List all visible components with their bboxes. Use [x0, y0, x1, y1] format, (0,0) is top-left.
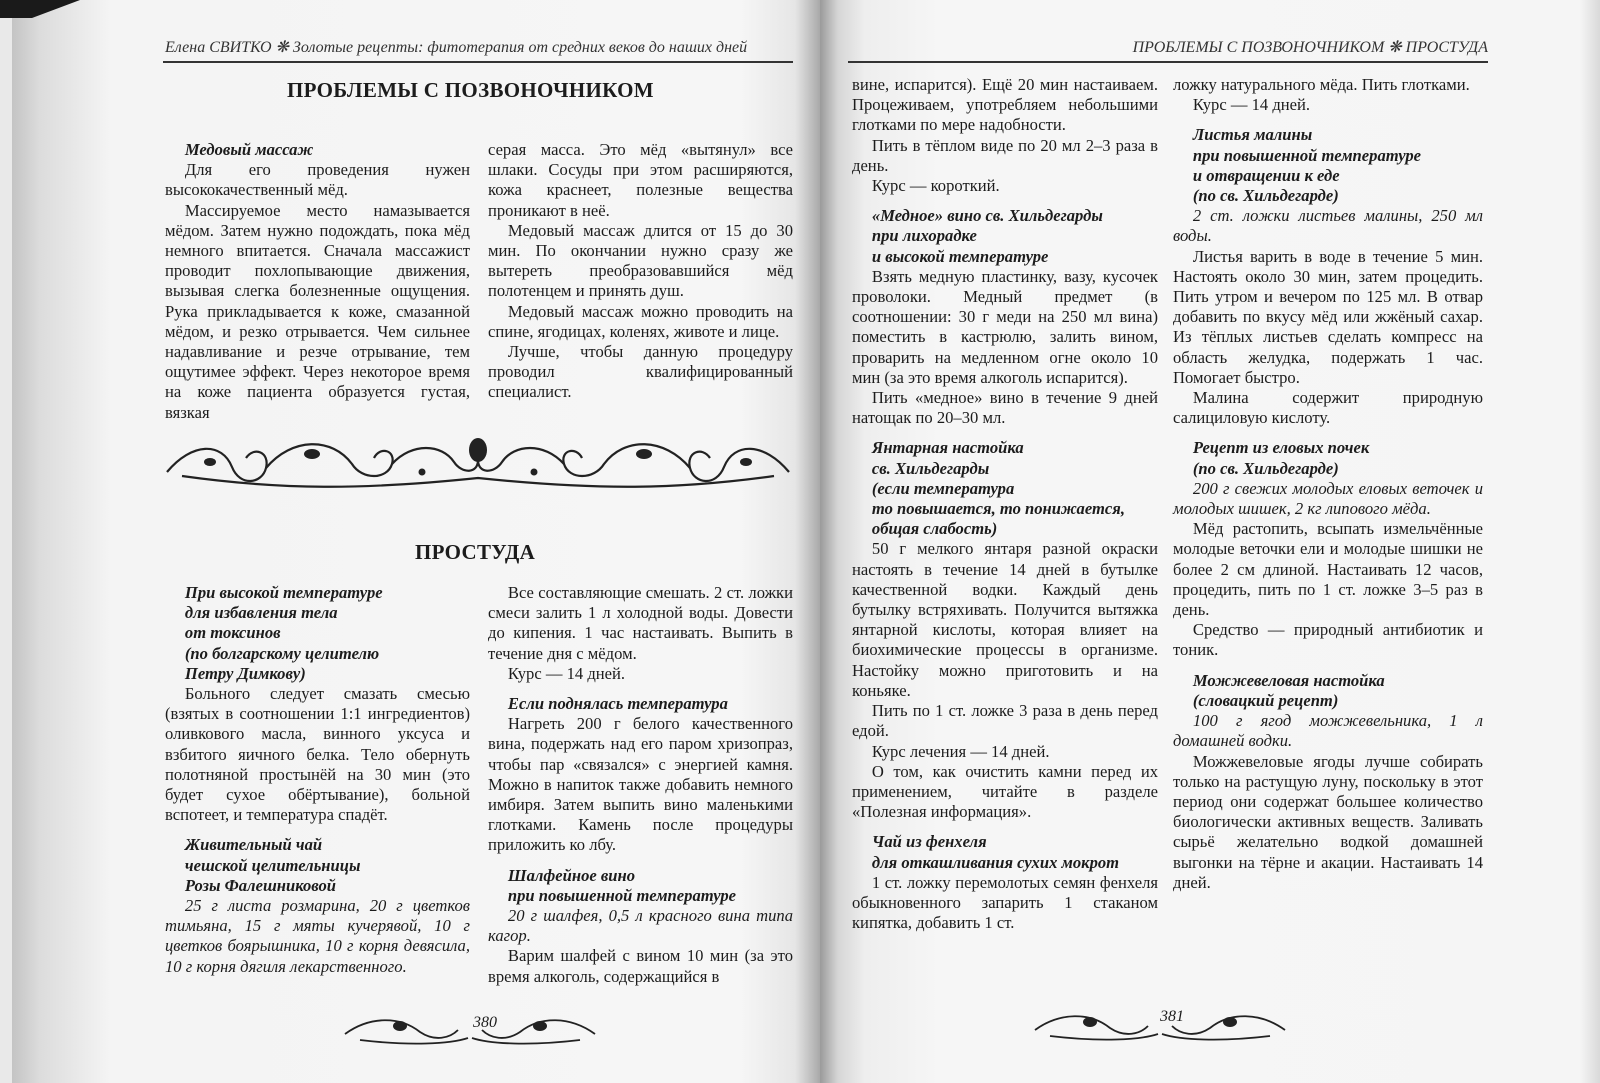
recipe-heading: «Медное» вино св. Хильдегарды при лихорадке и высокой температуре	[871, 206, 1103, 266]
recipe-heading: Шалфейное вино при повышенной температуре	[507, 865, 737, 905]
recipe-heading: Живительный чай чешской целительницы Розы Фалешниковой	[184, 835, 361, 895]
paragraph: 50 г мелкого янтаря разной окраски настоять в течение 14 дней в бутылке качественной водки. Каждый день бутылку встряхивать. Получится вытяжка янтарной кислоты, которая влияет на биохимические процессы в организме. Настойку можно приготовить и на коньяке.	[852, 539, 1158, 700]
recipe-heading: Янтарная настойка св. Хильдегарды (если температура то повышается, то понижается, общая слабость)	[871, 438, 1125, 539]
paragraph: Больного следует смазать смесью (взятых в соотношении 1:1 ингредиентов) оливкового масла, винного уксуса и взбитого яичного белка. Тело обернуть полотняной простынёй на 30 мин (это будет сухое обёртывание), больной вспотеет, и температура спадёт.	[165, 684, 470, 825]
paragraph: Пить в тёплом виде по 20 мл 2–3 раза в день.	[852, 135, 1158, 175]
recipe-heading: Рецепт из еловых почек (по св. Хильдегарде)	[1192, 438, 1370, 478]
column-right-2	[1173, 75, 1483, 893]
paragraph: Для его проведения нужен высококачественный мёд.	[165, 160, 470, 200]
column-left-2	[488, 140, 793, 403]
ingredients: 2 ст. ложки листьев малины, 250 мл воды.	[1173, 206, 1483, 246]
paragraph: Варим шалфей с вином 10 мин (за это время алкоголь, содержащийся в	[488, 946, 793, 986]
recipe-heading: Можжевеловая настойка (словацкий рецепт)	[1192, 670, 1385, 710]
paragraph: Медовый массаж можно проводить на спине, ягодицах, коленях, животе и лице.	[488, 301, 793, 341]
paragraph: 1 ст. ложку перемолотых семян фенхеля обыкновенного запарить 1 стаканом кипятка, добавить 1 ст.	[852, 872, 1158, 933]
paragraph: вине, испарится). Ещё 20 мин настаиваем. Процеживаем, употребляем небольшими глотками по мере надобности.	[852, 75, 1158, 135]
page-number-left: 380	[473, 1014, 497, 1031]
paragraph: О том, как очистить камни перед их применением, читайте в разделе «Полезная информация».	[852, 761, 1158, 822]
running-head-left: Елена СВИТКО ❋ Золотые рецепты: фитотерапия от средних веков до наших дней	[165, 39, 748, 56]
paragraph: Курс — короткий.	[871, 176, 1000, 196]
section-title-spine: ПРОБЛЕМЫ С ПОЗВОНОЧНИКОМ	[287, 78, 654, 102]
paragraph: Средство — природный антибиотик и тоник.	[1173, 620, 1483, 660]
right-page	[820, 0, 1600, 1083]
paragraph: Малина содержит природную салициловую кислоту.	[1173, 388, 1483, 428]
recipe-heading: Чай из фенхеля для откашливания сухих мокрот	[871, 832, 1120, 872]
ingredients: 20 г шалфея, 0,5 л красного вина типа кагор.	[488, 906, 793, 946]
ingredients: 25 г листа розмарина, 20 г цветков тимьяна, 15 г мяты кучерявой, 10 г цветков боярышника, 10 г корня девясила, 10 г корня дягиля лекарственного.	[165, 896, 470, 976]
paragraph: Пить «медное» вино в течение 9 дней натощак по 20–30 мл.	[852, 388, 1158, 428]
recipe-heading: Листья малины при повышенной температуре и отвращении к еде (по св. Хильдегарде)	[1192, 125, 1422, 206]
column-left-4	[488, 583, 793, 987]
page-number-right: 381	[1160, 1008, 1184, 1025]
paragraph: ложку натурального мёда. Пить глотками.	[1173, 75, 1470, 94]
recipe-heading: Если поднялась температура	[507, 694, 728, 714]
scan-corner	[0, 0, 80, 18]
paragraph: Все составляющие смешать. 2 ст. ложки смеси залить 1 л холодной воды. Довести до кипения. 1 час настаивать. Выпить в течение дня с мёдом.	[488, 583, 793, 663]
column-right-1	[852, 75, 1158, 933]
folio-ornament	[340, 1012, 600, 1046]
paragraph: Мёд растопить, всыпать измельчённые молодые веточки ели и молодые шишки не более 2 см длиной. Настаивать 12 часов, процедить, пить по 1 ст. ложке 3–5 раз в день.	[1173, 519, 1483, 620]
paragraph: Можжевеловые ягоды лучше собирать только на растущую луну, поскольку в этот период они содержат большее количество биологически активных веществ. Заливать сырьё желательно водкой домашней выгонки на тёрне и акации. Настаивать 14 дней.	[1173, 751, 1483, 892]
paragraph: Курс — 14 дней.	[507, 663, 626, 683]
ingredients: 100 г ягод можжевельника, 1 л домашней водки.	[1173, 711, 1483, 751]
column-left-3	[165, 583, 470, 977]
running-head-right: ПРОБЛЕМЫ С ПОЗВОНОЧНИКОМ ❋ ПРОСТУДА	[1132, 39, 1488, 56]
ingredients: 200 г свежих молодых еловых веточек и молодых шишек, 2 кг липового мёда.	[1173, 478, 1483, 519]
paragraph: Нагреть 200 г белого качественного вина, подержать над его паром хризопраз, чтобы пар «связался» с энергией камня. Можно в напиток также добавить немного имбиря. Затем выпить вино маленькими глотками. Камень после процедуры приложить ко лбу.	[488, 714, 793, 855]
ornament-divider	[162, 432, 794, 494]
paragraph: Курс лечения — 14 дней.	[871, 741, 1050, 761]
paragraph: Курс — 14 дней.	[1192, 95, 1311, 115]
section-title-cold: ПРОСТУДА	[415, 540, 536, 564]
recipe-heading: При высокой температуре для избавления тела от токсинов (по болгарскому целителю Петру Димкову)	[184, 583, 383, 683]
header-rule	[848, 61, 1488, 63]
page-edge	[0, 0, 12, 1083]
paragraph: Пить по 1 ст. ложке 3 раза в день перед едой.	[852, 701, 1158, 741]
paragraph: Массируемое место намазывается мёдом. Затем нужно подождать, пока мёд немного впитается. Сначала массажист проводит похлопывающие движения, вызывая слегка болезненные ощущения. Рука прикладывается к коже, смазанной мёдом, и резко отрывается. Чем сильнее надавливание и резче отрывание, тем ощутимее эффект. Через некоторое время на коже пациента образуется густая, вязкая	[165, 200, 470, 422]
paragraph: серая масса. Это мёд «вытянул» все шлаки. Сосуды при этом расширяются, кожа краснеет, полезные вещества проникают в неё.	[488, 140, 793, 220]
paragraph: Медовый массаж длится от 15 до 30 мин. По окончании нужно сразу же вытереть преобразовавшийся мёд полотенцем и принять душ.	[488, 220, 793, 301]
paragraph: Лучше, чтобы данную процедуру проводил квалифицированный специалист.	[488, 342, 793, 402]
paragraph: Взять медную пластинку, вазу, кусочек проволоки. Медный предмет (в соотношении: 30 г меди на 250 мл вина) поместить в кастрюлю, залить вином, проварить на медленном огне около 10 мин (за это время алкоголь испарится).	[852, 266, 1158, 387]
recipe-heading: Медовый массаж	[184, 140, 314, 159]
header-rule	[163, 61, 793, 63]
paragraph: Листья варить в воде в течение 5 мин. Настоять около 30 мин, затем процедить. Пить утром и вечером по 125 мл. В отвар добавить по вкусу мёд или жжёный сахар. Из тёплых листьев сделать компресс на область желудка, подержать 1 час. Помогает быстро.	[1173, 246, 1483, 387]
column-left-1	[165, 140, 470, 423]
